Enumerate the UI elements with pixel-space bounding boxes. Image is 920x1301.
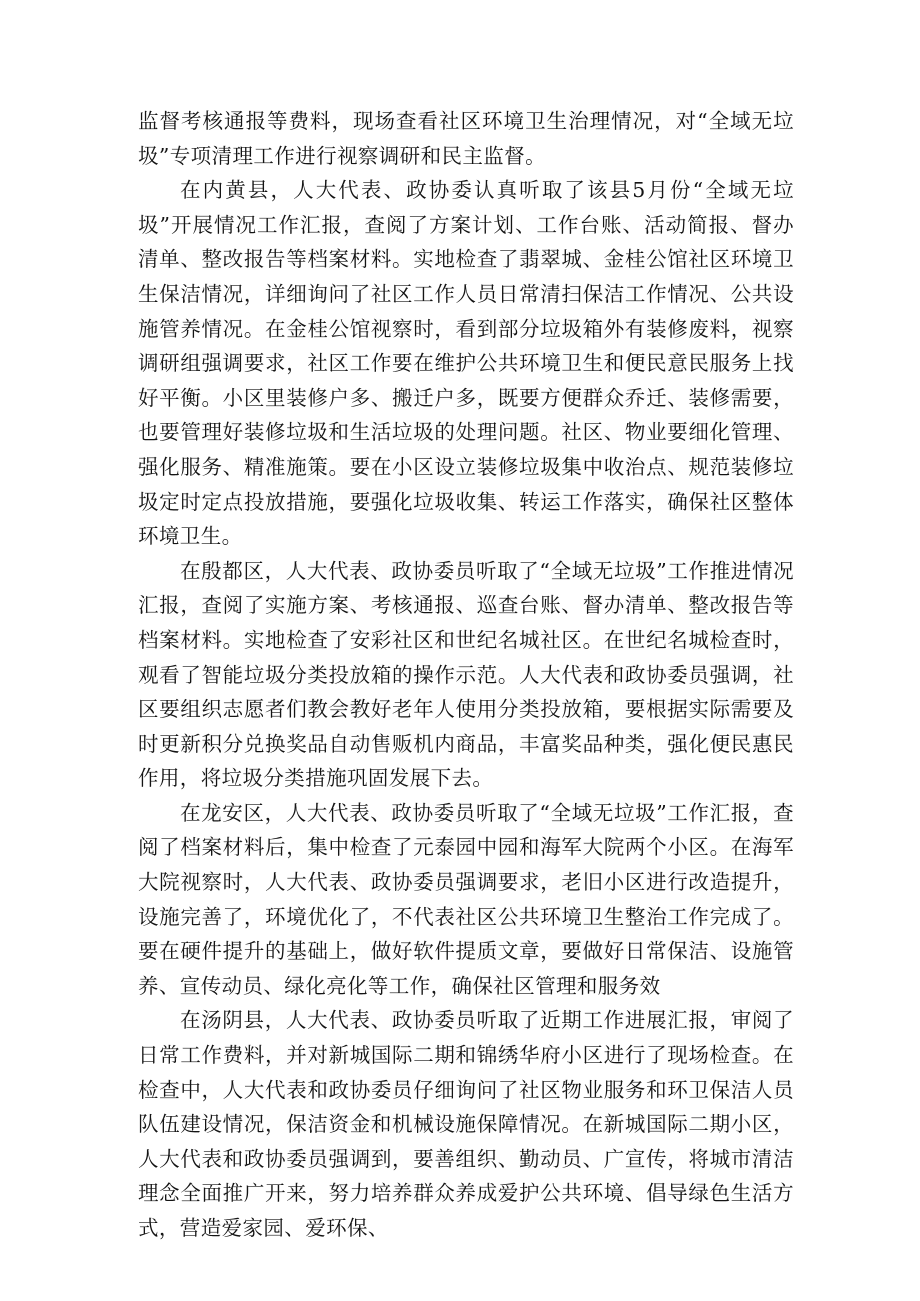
paragraph-1: 监督考核通报等费料，现场查看社区环境卫生治理情况，对“全域无垃圾”专项清理工作进行视察调研和民主监督。 bbox=[138, 109, 794, 168]
paragraph-tangyin: 在汤阴县，人大代表、政协委员听取了近期工作进展汇报，审阅了日常工作费料，并对新城国际二期和锦绣华府小区进行了现场检查。在检查中，人大代表和政协委员仔细询问了社区物业服务和环卫保洁人员队伍建设情况，保洁资金和机械设施保障情况。在新城国际二期小区，人大代表和政协委员强调到，要善组织、勤动员、广宣传，将城市清洁理念全面推广开来，努力培养群众养成爱护公共环境、倡导绿色生活方式，营造爱家园、爱环保、 bbox=[138, 1008, 794, 1240]
paragraph-yindu: 在殷都区，人大代表、政协委员听取了“全域无垃圾”工作推进情况汇报，查阅了实施方案、考核通报、巡查台账、督办清单、整改报告等档案材料。实地检查了安彩社区和世纪名城社区。在世纪名城检查时，观看了智能垃圾分类投放箱的操作示范。人大代表和政协委员强调，社区要组织志愿者们教会教好老年人使用分类投放箱，要根据实际需要及时更新积分兑换奖品自动售贩机内商品，丰富奖品种类，强化便民惠民作用，将垃圾分类措施巩固发展下去。 bbox=[138, 558, 794, 791]
paragraph-neihuang: 在内黄县，人大代表、政协委认真听取了该县5月份“全域无垃圾”开展情况工作汇报，查阅了方案计划、工作台账、活动简报、督办清单、整改报告等档案材料。实地检查了翡翠城、金桂公馆社区环境卫生保洁情况，详细询问了社区工作人员日常清扫保洁工作情况、公共设施管养情况。在金桂公馆视察时，看到部分垃圾箱外有装修废料，视察调研组强调要求，社区工作要在维护公共环境卫生和便民意民服务上找好平衡。小区里装修户多、搬迁户多，既要方便群众乔迁、装修需要，也要管理好装修垃圾和生活垃圾的处理问题。社区、物业要细化管理、强化服务、精准施策。要在小区设立装修垃圾集中收治点、规范装修垃圾定时定点投放措施，要强化垃圾收集、转运工作落实，确保社区整体环境卫生。 bbox=[138, 178, 794, 549]
paragraph-longan: 在龙安区，人大代表、政协委员听取了“全域无垃圾”工作汇报，查阅了档案材料后，集中检查了元泰园中园和海军大院两个小区。在海军大院视察时，人大代表、政协委员强调要求，老旧小区进行改造提升，设施完善了，环境优化了，不代表社区公共环境卫生整治工作完成了。要在硬件提升的基础上，做好软件提质文章，要做好日常保洁、设施管养、宣传动员、绿化亮化等工作，确保社区管理和服务效 bbox=[138, 800, 794, 998]
document-body bbox=[138, 104, 794, 1246]
